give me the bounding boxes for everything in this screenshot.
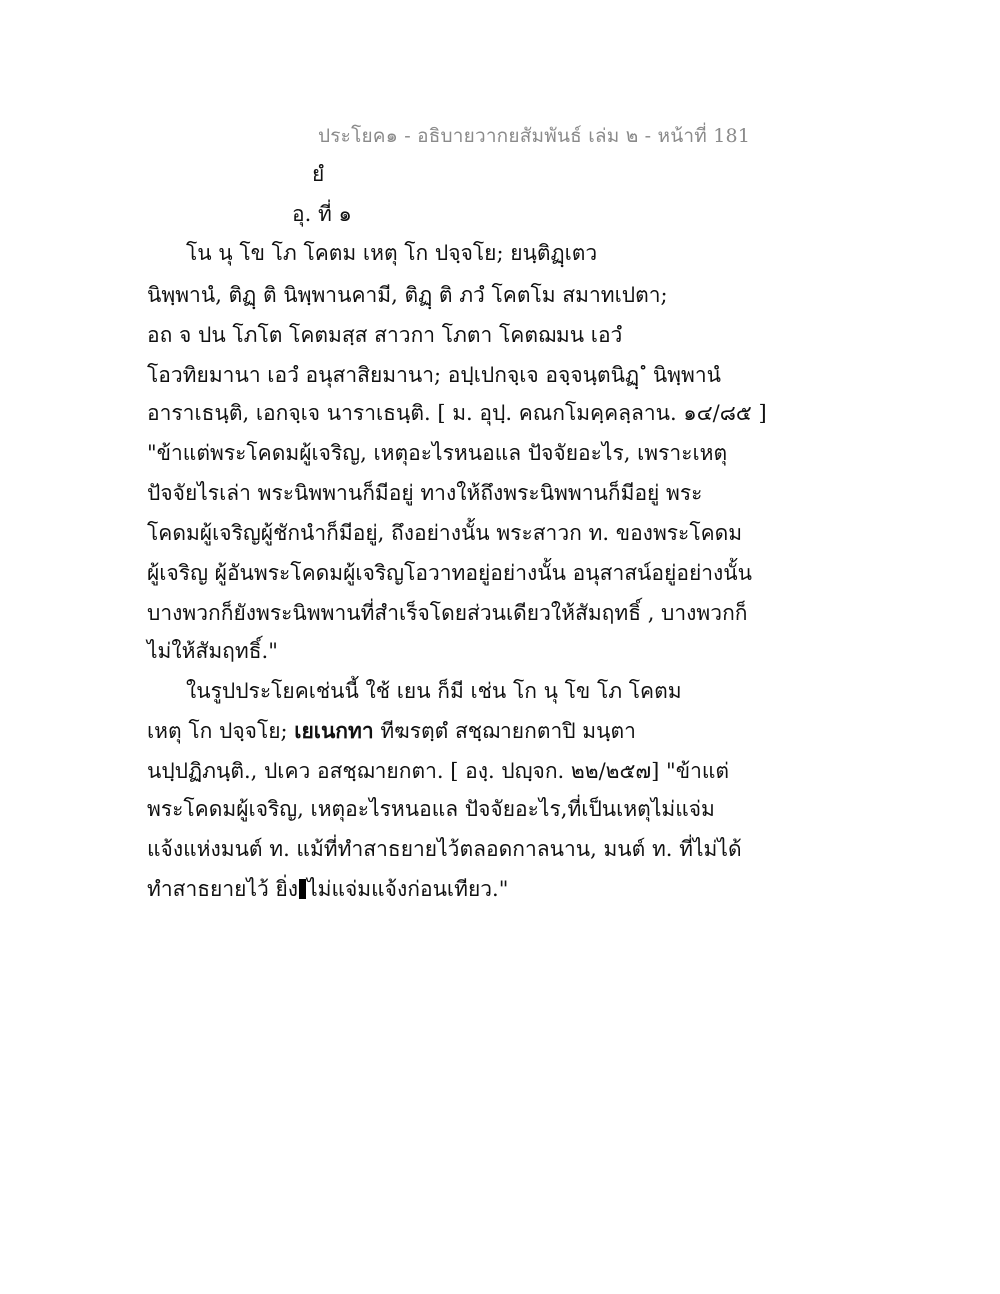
bold-term: เยเนกทา bbox=[294, 718, 374, 743]
heading-yam: ยํ bbox=[312, 162, 325, 186]
cursor-mark bbox=[299, 879, 306, 899]
body-line: "ข้าแต่พระโคดมผู้เจริญ, เหตุอะไรหนอแล ปัจจัยอะไร, เพราะเหตุ bbox=[147, 441, 728, 465]
body-line: นิพฺพานํ, ติฏฺ ติ นิพฺพานคามี, ติฏฺ ติ ภวํ โคตโม สมาทเปตา; bbox=[147, 283, 668, 307]
body-text: ทำสาธยายไว้ ยิ่ง bbox=[147, 877, 299, 901]
body-line bbox=[147, 876, 508, 902]
body-line: อถ จ ปน โภโต โคตมสฺส สาวกา โภตา โคตฌมน เอวํ bbox=[147, 323, 623, 347]
body-line: พระโคดมผู้เจริญ, เหตุอะไรหนอแล ปัจจัยอะไร,ที่เป็นเหตุไม่แจ่ม bbox=[147, 797, 715, 821]
body-line: โคดมผู้เจริญผู้ชักนำก็มีอยู่, ถึงอย่างนั้น พระสาวก ท. ของพระโคดม bbox=[147, 521, 743, 545]
body-line bbox=[147, 718, 636, 744]
body-line: โน นุ โข โภ โคตม เหตุ โก ปจฺจโย; ยนฺติฏฺเตว bbox=[186, 241, 598, 265]
body-text: ไม่แจ่มแจ้งก่อนเทียว." bbox=[307, 877, 509, 901]
body-line: บางพวกก็ยังพระนิพพานที่สำเร็จโดยส่วนเดียวให้สัมฤทธิ์ , บางพวกก็ bbox=[147, 601, 748, 625]
body-text: ทีฆรตฺตํ สชฺฌายกตาปิ มนฺตา bbox=[373, 719, 636, 743]
body-line: อาราเธนฺติ, เอกจฺเจ นาราเธนฺติ. [ ม. อุปฺ. คณกโมคฺคลฺลาน. ๑๔/๘๕ ] bbox=[147, 401, 767, 425]
body-line: ไม่ให้สัมฤทธิ์." bbox=[147, 639, 278, 663]
page-header: ประโยค๑ - อธิบายวากยสัมพันธ์ เล่ม ๒ - หน้าที่ 181 bbox=[318, 125, 751, 147]
body-line: นปฺปฏิภนฺติ., ปเคว อสชฺฌายกตา. [ องฺ. ปญฺจก. ๒๒/๒๕๗] "ข้าแต่ bbox=[147, 759, 730, 783]
body-line: แจ้งแห่งมนต์ ท. แม้ที่ทำสาธยายไว้ตลอดกาลนาน, มนต์ ท. ที่ไม่ได้ bbox=[147, 837, 742, 861]
heading-u-thi: อุ. ที่ ๑ bbox=[292, 202, 352, 226]
body-line: ปัจจัยไรเล่า พระนิพพานก็มีอยู่ ทางให้ถึงพระนิพพานก็มีอยู่ พระ bbox=[147, 481, 703, 505]
body-line: ในรูปประโยคเช่นนี้ ใช้ เยน ก็มี เช่น โก นุ โข โภ โคตม bbox=[186, 679, 682, 703]
body-line: โอวทิยมานา เอวํ อนุสาสิยมานา; อปฺเปกจฺเจ อจฺจนฺตนิฏฺ ํ นิพฺพานํ bbox=[147, 363, 722, 387]
body-text: เหตุ โก ปจฺจโย; bbox=[147, 719, 295, 743]
body-line: ผู้เจริญ ผู้อันพระโคดมผู้เจริญโอวาทอยู่อย่างนั้น อนุสาสน์อยู่อย่างนั้น bbox=[147, 561, 753, 585]
